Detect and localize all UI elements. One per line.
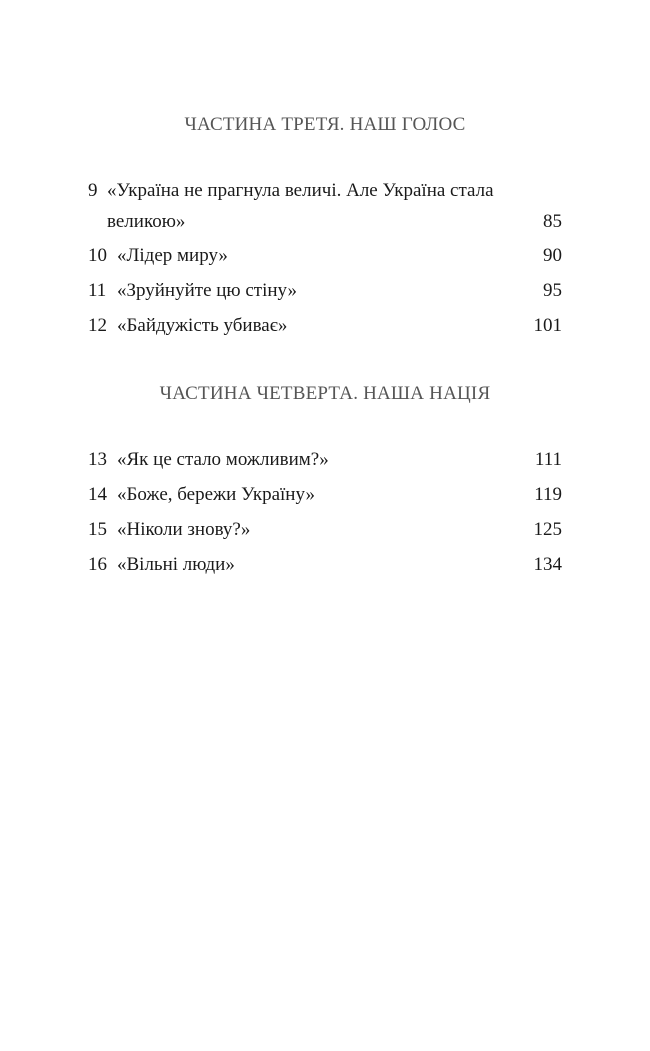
page-number: 119: [534, 484, 562, 505]
chapter-title: «Ніколи знову?»: [117, 519, 251, 540]
chapter-number: 9: [88, 180, 98, 201]
page-number: 95: [543, 280, 562, 301]
page-number: 111: [534, 449, 562, 470]
chapter-title: «Україна не прагнула величі. Але Україна стала: [107, 180, 494, 201]
chapter-number: 12: [88, 315, 107, 336]
chapter-title: «Лідер миру»: [117, 245, 228, 266]
page-number: 101: [533, 315, 562, 336]
chapter-title: «Байдужість убиває»: [117, 315, 288, 336]
chapter-number: 13: [88, 449, 107, 470]
chapter-number: 10: [88, 245, 107, 266]
chapter-title: «Зруйнуйте цю стіну»: [117, 280, 298, 301]
part-title: ЧАСТИНА ЧЕТВЕРТА. НАША НАЦІЯ: [159, 383, 491, 404]
chapter-number: 16: [88, 554, 107, 575]
toc-entry[interactable]: [88, 175, 562, 237]
page-number: 125: [533, 519, 562, 540]
page-number: 134: [533, 554, 562, 575]
page-number: 85: [543, 211, 562, 232]
page-number: 90: [543, 245, 562, 266]
chapter-title: «Вільні люди»: [117, 554, 235, 575]
chapter-title: «Боже, бережи Україну»: [117, 484, 315, 505]
chapter-number: 15: [88, 519, 107, 540]
chapter-title: «Як це стало можливим?»: [117, 449, 329, 470]
chapter-number: 14: [88, 484, 107, 505]
chapter-title-continued: великою»: [107, 211, 186, 232]
chapter-number: 11: [88, 280, 107, 301]
part-title: ЧАСТИНА ТРЕТЯ. НАШ ГОЛОС: [184, 114, 466, 135]
